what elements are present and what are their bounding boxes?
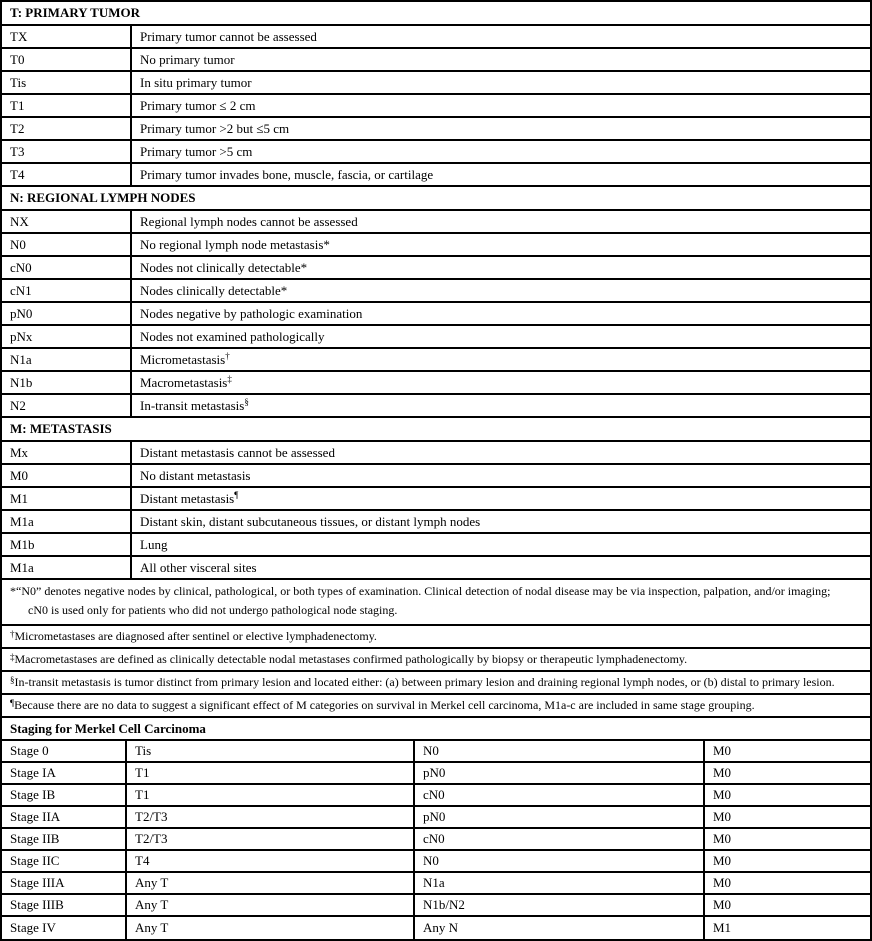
code-cell: cN1 xyxy=(2,280,132,301)
desc-cell xyxy=(132,118,870,139)
m-cell: M0 xyxy=(713,765,732,780)
t-cell: T2/T3 xyxy=(127,807,415,827)
staging-row xyxy=(2,851,870,873)
code-cell: T4 xyxy=(2,164,132,185)
code-cell: M1a xyxy=(2,557,132,578)
footnote-section-sign: §In-transit metastasis is tumor distinct from primary lesion and located either: (a) between primary lesion and draining regional lymph nodes, or (b) distal to primary lesion. xyxy=(2,672,870,695)
desc-cell xyxy=(132,280,870,301)
t-row xyxy=(2,26,870,49)
desc-text: Lung xyxy=(140,536,168,552)
staging-row xyxy=(2,873,870,895)
desc-cell xyxy=(132,326,870,347)
n-row xyxy=(2,280,870,303)
desc-text: All other visceral sites xyxy=(140,559,257,575)
desc-cell xyxy=(132,557,870,578)
staging-row xyxy=(2,785,870,807)
n-row xyxy=(2,395,870,418)
section-header: T: PRIMARY TUMOR xyxy=(10,5,141,20)
code-cell: pN0 xyxy=(2,303,132,324)
desc-text: Distant metastasis xyxy=(140,490,235,506)
code-cell: M1b xyxy=(2,534,132,555)
n-cell: N1b/N2 xyxy=(415,895,705,915)
t-row xyxy=(2,72,870,95)
desc-cell xyxy=(132,534,870,555)
desc-cell xyxy=(132,511,870,532)
code-cell: TX xyxy=(2,26,132,47)
m-cell: M0 xyxy=(713,787,732,802)
n-cell: N1a xyxy=(415,873,705,893)
desc-cell xyxy=(132,141,870,162)
desc-text: Primary tumor >2 but ≤5 cm xyxy=(140,120,290,136)
code-cell: M1 xyxy=(2,488,132,509)
n-cell: Any N xyxy=(415,917,705,939)
t-row xyxy=(2,141,870,164)
code-cell: M0 xyxy=(2,465,132,486)
code-cell: N1a xyxy=(2,349,132,370)
code-cell: Mx xyxy=(2,442,132,463)
footnote-pilcrow: ¶Because there are no data to suggest a significant effect of M categories on survival in Merkel cell carcinoma, M1a-c are included in same stage grouping. xyxy=(2,695,870,718)
code-cell: N1b xyxy=(2,372,132,393)
section-header: M: METASTASIS xyxy=(10,421,112,436)
staging-row xyxy=(2,741,870,763)
n-cell: pN0 xyxy=(415,807,705,827)
m-row xyxy=(2,511,870,534)
desc-text: No primary tumor xyxy=(140,51,235,67)
footnote-double-dagger: ‡Macrometastases are defined as clinically detectable nodal metastases confirmed pathologically by biopsy or therapeutic lymphadenectomy. xyxy=(2,649,870,672)
n-row xyxy=(2,211,870,234)
n-row xyxy=(2,349,870,372)
n-section-header-row xyxy=(2,187,870,211)
desc-text: Nodes clinically detectable* xyxy=(140,282,288,298)
footnote-marker: † xyxy=(10,629,15,639)
t-cell: Any T xyxy=(127,895,415,915)
code-cell: NX xyxy=(2,211,132,232)
staging-section-header-row xyxy=(2,718,870,741)
desc-cell xyxy=(132,26,870,47)
t-section-header-row xyxy=(2,2,870,26)
n-cell: cN0 xyxy=(415,829,705,849)
n-cell: N0 xyxy=(415,741,705,761)
footnote-marker: § xyxy=(10,675,15,685)
desc-cell xyxy=(132,211,870,232)
m-row xyxy=(2,557,870,580)
t-cell: T1 xyxy=(127,785,415,805)
section-header: Staging for Merkel Cell Carcinoma xyxy=(10,720,206,736)
stage-cell: Stage IB xyxy=(2,785,127,805)
desc-text: Regional lymph nodes cannot be assessed xyxy=(140,213,358,229)
desc-text: In-transit metastasis xyxy=(140,397,245,413)
code-cell: cN0 xyxy=(2,257,132,278)
desc-text: In situ primary tumor xyxy=(140,74,252,90)
m-cell: M0 xyxy=(713,809,732,824)
m-cell: M0 xyxy=(713,897,732,912)
code-cell: T2 xyxy=(2,118,132,139)
stage-cell: Stage IA xyxy=(2,763,127,783)
section-header: N: REGIONAL LYMPH NODES xyxy=(10,190,196,205)
m-row xyxy=(2,488,870,511)
staging-row xyxy=(2,829,870,851)
desc-text: Nodes negative by pathologic examination xyxy=(140,305,363,321)
code-cell: N0 xyxy=(2,234,132,255)
desc-cell: Macrometastasis ‡ xyxy=(140,373,232,390)
m-section-header-row xyxy=(2,418,870,442)
code-cell: N2 xyxy=(2,395,132,416)
staging-row xyxy=(2,917,870,939)
m-row xyxy=(2,534,870,557)
t-cell: Any T xyxy=(127,873,415,893)
desc-text: Nodes not clinically detectable* xyxy=(140,259,308,275)
n-cell: cN0 xyxy=(415,785,705,805)
code-cell: T3 xyxy=(2,141,132,162)
code-cell: T1 xyxy=(2,95,132,116)
desc-cell: Micrometastasis † xyxy=(140,350,230,367)
desc-cell xyxy=(132,95,870,116)
desc-cell xyxy=(132,234,870,255)
m-row xyxy=(2,442,870,465)
desc-text: Nodes not examined pathologically xyxy=(140,328,325,344)
m-cell: M0 xyxy=(713,853,732,868)
footnote-marker: ‡ xyxy=(10,652,15,662)
n-row xyxy=(2,326,870,349)
m-cell: M0 xyxy=(713,831,732,846)
n-row xyxy=(2,257,870,280)
stage-cell: Stage IV xyxy=(2,917,127,939)
n-row xyxy=(2,234,870,257)
desc-cell: In-transit metastasis § xyxy=(140,396,249,413)
footnote-line1: *“N0” denotes negative nodes by clinical, pathological, or both types of examination. Clinical detection of nodal disease may be via inspection, palpation, and/or imaging; xyxy=(10,584,831,598)
code-cell: Tis xyxy=(2,72,132,93)
stage-cell: Stage IIIA xyxy=(2,873,127,893)
stage-cell: Stage IIC xyxy=(2,851,127,871)
desc-cell xyxy=(132,303,870,324)
desc-text: Micrometastasis xyxy=(140,351,226,367)
footnote-line2: cN0 is used only for patients who did not undergo pathological node staging. xyxy=(28,603,398,617)
desc-text: Macrometastasis xyxy=(140,374,228,390)
desc-cell xyxy=(132,257,870,278)
footnote-marker: * xyxy=(10,584,16,598)
footnote-dagger: †Micrometastases are diagnosed after sentinel or elective lymphadenectomy. xyxy=(2,626,870,649)
t-cell: T2/T3 xyxy=(127,829,415,849)
desc-cell xyxy=(132,164,870,185)
desc-text: Primary tumor >5 cm xyxy=(140,143,253,159)
t-cell: Any T xyxy=(127,917,415,939)
staging-row xyxy=(2,807,870,829)
m-cell: M0 xyxy=(713,743,732,758)
t-row xyxy=(2,118,870,141)
n-cell: N0 xyxy=(415,851,705,871)
desc-text: Distant metastasis cannot be assessed xyxy=(140,444,335,460)
stage-cell: Stage 0 xyxy=(2,741,127,761)
desc-text: Primary tumor ≤ 2 cm xyxy=(140,97,256,113)
t-cell: T4 xyxy=(127,851,415,871)
desc-text: Primary tumor invades bone, muscle, fascia, or cartilage xyxy=(140,166,434,182)
t-cell: T1 xyxy=(127,763,415,783)
footnote-asterisk xyxy=(2,580,870,626)
desc-cell: Distant metastasis ¶ xyxy=(140,489,239,506)
n-row xyxy=(2,303,870,326)
staging-row xyxy=(2,895,870,917)
stage-cell: Stage IIB xyxy=(2,829,127,849)
code-cell: M1a xyxy=(2,511,132,532)
t-cell: Tis xyxy=(127,741,415,761)
desc-text: No distant metastasis xyxy=(140,467,251,483)
code-cell: T0 xyxy=(2,49,132,70)
desc-text: Distant skin, distant subcutaneous tissues, or distant lymph nodes xyxy=(140,513,481,529)
desc-cell xyxy=(132,72,870,93)
stage-cell: Stage IIIB xyxy=(2,895,127,915)
t-row xyxy=(2,49,870,72)
footnote-marker: ¶ xyxy=(10,698,15,708)
m-cell: M0 xyxy=(713,875,732,890)
n-row xyxy=(2,372,870,395)
n-cell: pN0 xyxy=(415,763,705,783)
stage-cell: Stage IIA xyxy=(2,807,127,827)
t-row xyxy=(2,95,870,118)
m-cell: M1 xyxy=(713,920,732,935)
desc-cell xyxy=(132,465,870,486)
staging-row xyxy=(2,763,870,785)
t-row xyxy=(2,164,870,187)
desc-cell xyxy=(132,49,870,70)
desc-text: No regional lymph node metastasis* xyxy=(140,236,330,252)
m-row xyxy=(2,465,870,488)
desc-text: Primary tumor cannot be assessed xyxy=(140,28,317,44)
desc-cell xyxy=(132,442,870,463)
code-cell: pNx xyxy=(2,326,132,347)
